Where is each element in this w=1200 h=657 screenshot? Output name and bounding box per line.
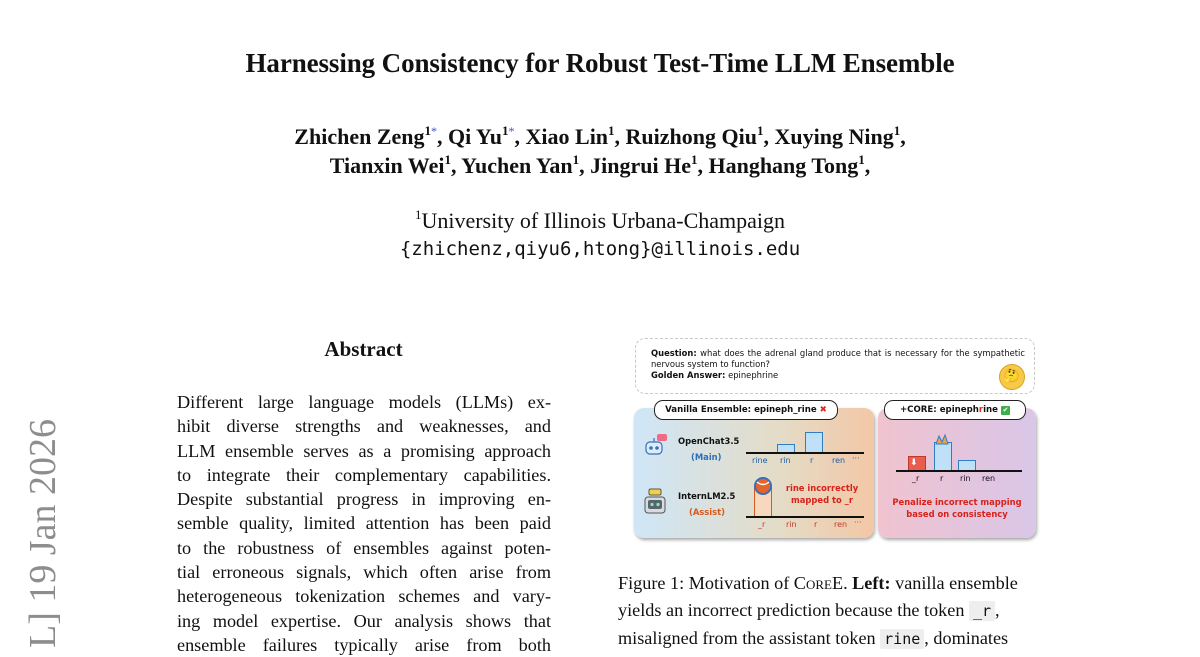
assist-axis: [746, 516, 864, 518]
abstract-heading: Abstract: [324, 337, 403, 361]
author-name: Zhichen Zeng: [294, 124, 425, 149]
abstract-body: [177, 390, 551, 657]
token-label: ren: [832, 456, 846, 465]
caption-line: Figure 1: Motivation of CoreE. Left: vanilla ensemble: [618, 573, 1018, 593]
abstract-line: ensemble failures typically arise from both: [177, 634, 551, 655]
assist-model-role: (Assist): [689, 507, 725, 517]
token-label: r: [940, 474, 944, 483]
affiliation: $^1$University of Illinois Urbana-Champaign: [414, 207, 786, 233]
author-name: Yuchen Yan: [461, 153, 573, 178]
author-line-2: Tianxin Wei$^1$, Yuchen Yan$^1$, Jingrui He$^1$, Hanghang Tong$^1$,: [329, 152, 871, 178]
abstract-line: hibit diverse strengths and weaknesses, and: [177, 416, 551, 437]
abstract-line: Despite substantial progress in improving en-: [177, 489, 551, 510]
author-name: Xuying Ning: [774, 124, 894, 149]
check-icon: ✔: [1002, 406, 1009, 414]
arxiv-stamp: L] 19 Jan 2026: [22, 418, 64, 648]
figure-1: [630, 336, 1040, 541]
abstract-line: Different large language models (LLMs) ex-: [177, 392, 551, 412]
vanilla-ensemble-label: Vanilla Ensemble: epineph_rine ✖: [654, 400, 838, 420]
token-label: ···: [852, 454, 860, 463]
token-label: ren: [834, 520, 848, 529]
caption-line: yields an incorrect prediction because the token _r ,: [618, 600, 1000, 620]
robot-main-icon: [642, 433, 668, 462]
author-name: Hanghang Tong: [708, 153, 859, 178]
token-label: r: [814, 520, 818, 529]
abstract-line: ing model expertise. Our analysis shows that: [177, 610, 551, 631]
main-model-name: OpenChat3.5: [678, 436, 740, 446]
core-label: +CORE: epinephrine ✔: [884, 400, 1026, 420]
assist-model-name: InternLM2.5: [678, 491, 736, 501]
vanilla-ensemble-panel: [634, 408, 874, 538]
abstract-line: heterogeneous tokenization schemes and vary-: [177, 586, 551, 607]
abstract-line: LLM ensemble serves as a promising approach: [177, 440, 551, 461]
token-label: ren: [982, 474, 996, 483]
question-text: Question: what does the adrenal gland produce that is necessary for the sympathetic nervous system to function? Golden Answer: epinephrine: [651, 348, 1025, 380]
token-label: rine: [752, 456, 768, 465]
thinking-face-icon: 🤔: [999, 364, 1025, 390]
paper-title: Harnessing Consistency for Robust Test-Time LLM Ensemble: [245, 48, 955, 78]
token-label: ···: [854, 518, 862, 527]
author-name: Ruizhong Qiu: [625, 124, 757, 149]
main-axis: [746, 452, 864, 454]
hand-icon: [933, 432, 951, 452]
caption-line: misaligned from the assistant token rine , dominates: [618, 628, 1009, 648]
cross-icon: ✖: [819, 405, 827, 415]
author-name: Qi Yu: [448, 124, 503, 149]
token-label: rin: [780, 456, 791, 465]
core-axis: [896, 470, 1022, 472]
robot-assist-icon: [642, 488, 668, 519]
author-list: [0, 122, 1200, 180]
question-box: [635, 338, 1035, 394]
author-email[interactable]: {zhichenz,qiyu6,htong}@illinois.edu: [399, 238, 801, 260]
down-arrow-icon: ⬇: [910, 458, 918, 468]
main-model-role: (Main): [691, 452, 722, 462]
mismatch-ball-icon: [753, 476, 773, 500]
figure-caption: [618, 570, 1058, 653]
author-line-1: Zhichen Zeng$^{1*}$, Qi $Yu^{1*}$, Xiao Lin$^1$, Ruizhong Qiu$^1$, Xuying Ning$^1$,: [294, 123, 906, 149]
author-name: Jingrui He: [590, 153, 691, 178]
abstract-line: to integrate their complementary capabilities.: [177, 464, 551, 485]
token-label: rin: [786, 520, 797, 529]
token-code: rine: [880, 629, 924, 649]
core-panel: [878, 408, 1036, 538]
misalign-note: rine incorrectly mapped to _r: [785, 483, 859, 505]
penalize-note: Penalize incorrect mapping based on consistency: [892, 497, 1022, 519]
author-name: Xiao Lin: [525, 124, 609, 149]
token-label: rin: [960, 474, 971, 483]
bar-r-main: [805, 432, 823, 453]
token-code: _r: [969, 601, 995, 621]
abstract-line: tial erroneous signals, which often arise from: [177, 562, 551, 583]
token-label: r: [810, 456, 814, 465]
token-label: _r: [912, 474, 920, 483]
abstract-line: to the robustness of ensembles against poten-: [177, 537, 551, 558]
author-name: Tianxin Wei: [329, 153, 445, 178]
abstract-line: semble quality, limited attention has been paid: [177, 513, 551, 534]
token-label: _r: [758, 520, 766, 529]
